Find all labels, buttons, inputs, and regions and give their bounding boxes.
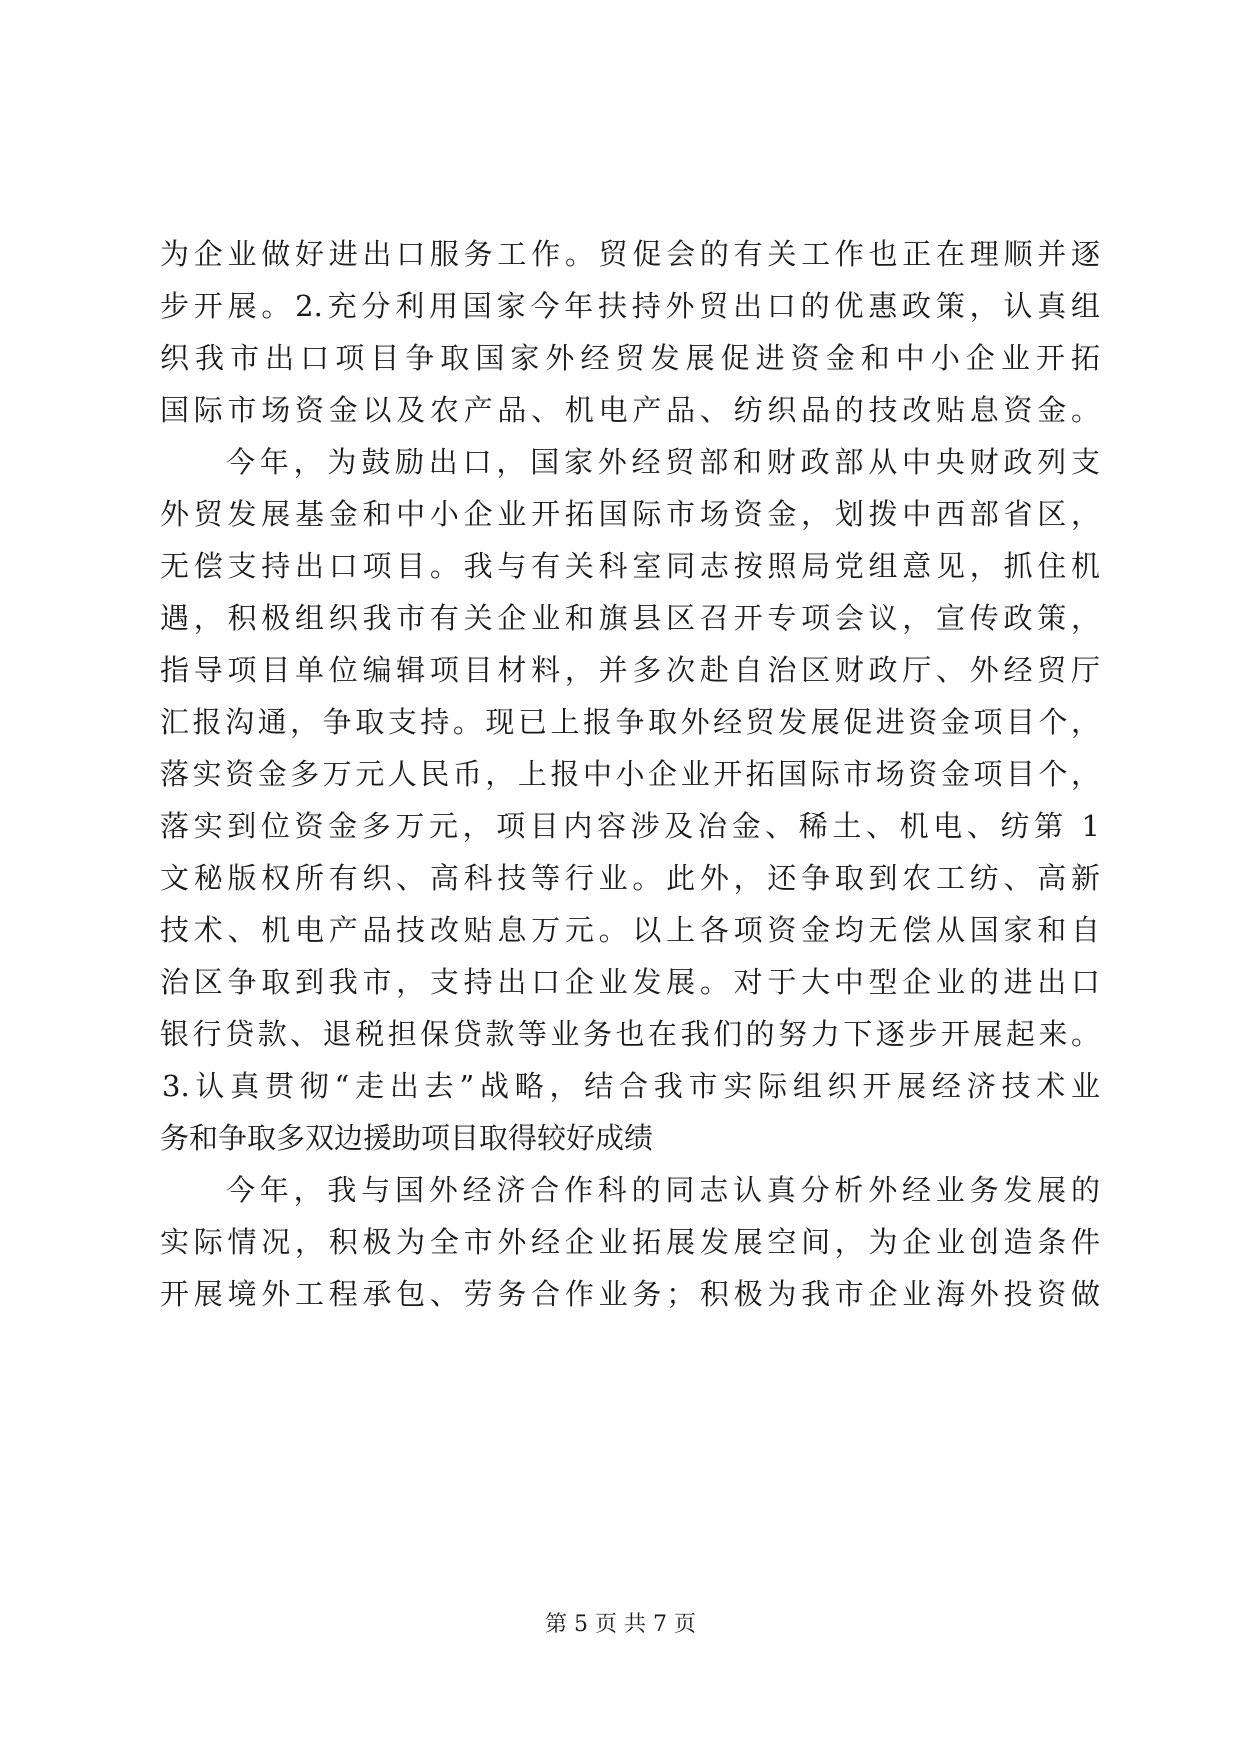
text-line: 为企业做好进出口服务工作。贸促会的有关工作也正在理顺并逐 — [160, 237, 1100, 271]
text-line: 开展境外工程承包、劳务合作业务；积极为我市企业海外投资做 — [160, 1277, 1100, 1311]
text-line: 落实到位资金多万元，项目内容涉及冶金、稀土、机电、纺第 1 — [160, 809, 1100, 843]
text-line: 技术、机电产品技改贴息万元。以上各项资金均无偿从国家和自 — [160, 913, 1100, 947]
text-line: 无偿支持出口项目。我与有关科室同志按照局党组意见，抓住机 — [160, 549, 1100, 583]
text-line: 治区争取到我市，支持出口企业发展。对于大中型企业的进出口 — [160, 965, 1100, 999]
text-line: 汇报沟通，争取支持。现已上报争取外经贸发展促进资金项目个， — [160, 705, 1100, 739]
text-line: 实际情况，积极为全市外经企业拓展发展空间，为企业创造条件 — [160, 1225, 1100, 1259]
text-line: 遇，积极组织我市有关企业和旗县区召开专项会议，宣传政策， — [160, 601, 1100, 635]
text-line: 今年，我与国外经济合作科的同志认真分析外经业务发展的 — [226, 1173, 1100, 1207]
text-line: 步开展。2.充分利用国家今年扶持外贸出口的优惠政策，认真组 — [160, 289, 1100, 323]
text-line: 织我市出口项目争取国家外经贸发展促进资金和中小企业开拓 — [160, 341, 1100, 375]
text-line: 外贸发展基金和中小企业开拓国际市场资金，划拨中西部省区， — [160, 497, 1100, 531]
text-line: 今年，为鼓励出口，国家外经贸部和财政部从中央财政列支 — [226, 445, 1100, 479]
text-line: 落实资金多万元人民币，上报中小企业开拓国际市场资金项目个， — [160, 757, 1100, 791]
page-footer: 第 5 页 共 7 页 — [545, 1612, 696, 1637]
body-text — [160, 228, 1100, 1320]
text-line: 银行贷款、退税担保贷款等业务也在我们的努力下逐步开展起来。 — [160, 1017, 1100, 1051]
text-line: 指导项目单位编辑项目材料，并多次赴自治区财政厅、外经贸厅 — [160, 653, 1100, 687]
text-line: 国际市场资金以及农产品、机电产品、纺织品的技改贴息资金。 — [160, 393, 1100, 427]
text-line: 3.认真贯彻“走出去”战略，结合我市实际组织开展经济技术业 — [162, 1069, 1100, 1103]
text-line: 文秘版权所有织、高科技等行业。此外，还争取到农工纺、高新 — [160, 861, 1100, 895]
text-line: 务和争取多双边援助项目取得较好成绩 — [160, 1121, 654, 1155]
